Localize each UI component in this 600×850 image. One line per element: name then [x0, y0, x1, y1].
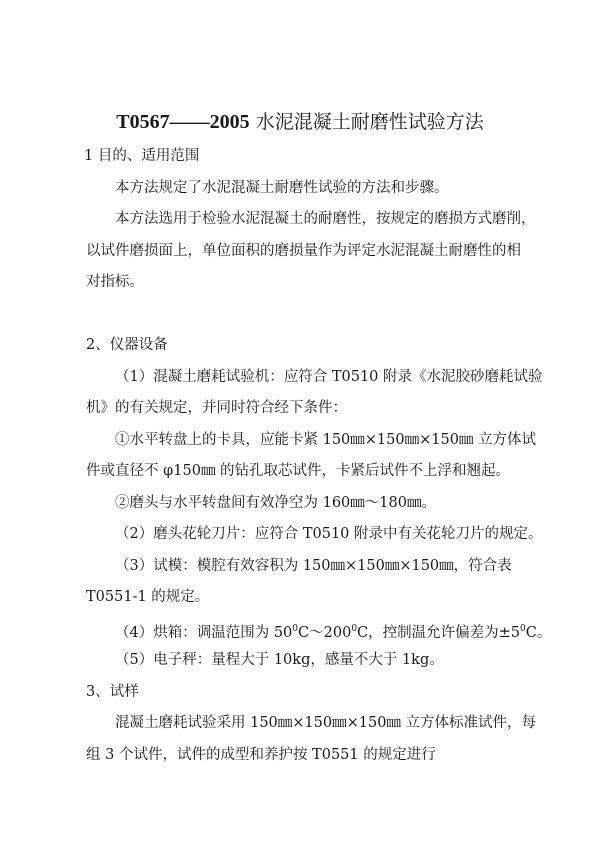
item-4-text-c: C，控制温允许偏差为±5	[357, 625, 521, 641]
degree-mark: 0	[520, 624, 526, 634]
item-3-line-1: （3）试模：模腔有效容积为 150㎜×150㎜×150㎜，符合表	[115, 558, 512, 574]
item-4-text-a: （4）烘箱：调温范围为 50	[115, 625, 293, 641]
item-3-line-2: T0551-1 的规定。	[86, 589, 210, 605]
title-text: 水泥混凝土耐磨性试验方法	[255, 111, 484, 133]
section-2-heading: 2、仪器设备	[86, 337, 168, 353]
item-4-text-b: C～200	[298, 625, 352, 641]
item-1a-line-2: 件或直径不 φ150㎜ 的钻孔取芯试件，卡紧后试件不上浮和翘起。	[86, 463, 511, 479]
section-1-heading: 1 目的、适用范围	[84, 148, 200, 164]
item-4	[115, 618, 551, 644]
section-1-paragraph-2-line-3: 对指标。	[86, 274, 144, 290]
item-1b: ②磨头与水平转盘间有效净空为 160㎜～180㎜。	[115, 495, 436, 511]
item-2: （2）磨头花轮刀片：应符合 T0510 附录中有关花轮刀片的规定。	[115, 526, 543, 542]
section-3-line-2: 组 3 个试件，试件的成型和养护按 T0551 的规定进行	[86, 747, 436, 763]
title-code: T0567——2005	[116, 111, 250, 133]
section-1-paragraph-2-line-1: 本方法选用于检验水泥混凝土的耐磨性，按规定的磨损方式磨削，	[115, 211, 536, 227]
item-4-text-d: C。	[525, 625, 552, 641]
section-1-paragraph-2-line-2: 以试件磨损面上，单位面积的磨损量作为评定水泥混凝土耐磨性的相	[86, 243, 521, 259]
item-1-line-1: （1）混凝土磨耗试验机：应符合 T0510 附录《水泥胶砂磨耗试验	[115, 369, 543, 385]
item-5: （5）电子秤：量程大于 10kg，感量不大于 1kg。	[115, 652, 444, 668]
item-1-line-2: 机》的有关规定，并同时符合经下条件：	[86, 400, 347, 416]
section-3-heading: 3、试样	[86, 684, 139, 700]
section-3-line-1: 混凝土磨耗试验采用 150㎜×150㎜×150㎜ 立方体标准试件，每	[115, 715, 537, 731]
degree-mark: 0	[351, 624, 358, 634]
degree-mark: 0	[292, 624, 299, 634]
document-title	[0, 109, 600, 135]
item-1a-line-1: ①水平转盘上的卡具，应能卡紧 150㎜×150㎜×150㎜ 立方体试	[115, 432, 537, 448]
section-1-paragraph-1: 本方法规定了水泥混凝土耐磨性试验的方法和步骤。	[115, 180, 449, 196]
